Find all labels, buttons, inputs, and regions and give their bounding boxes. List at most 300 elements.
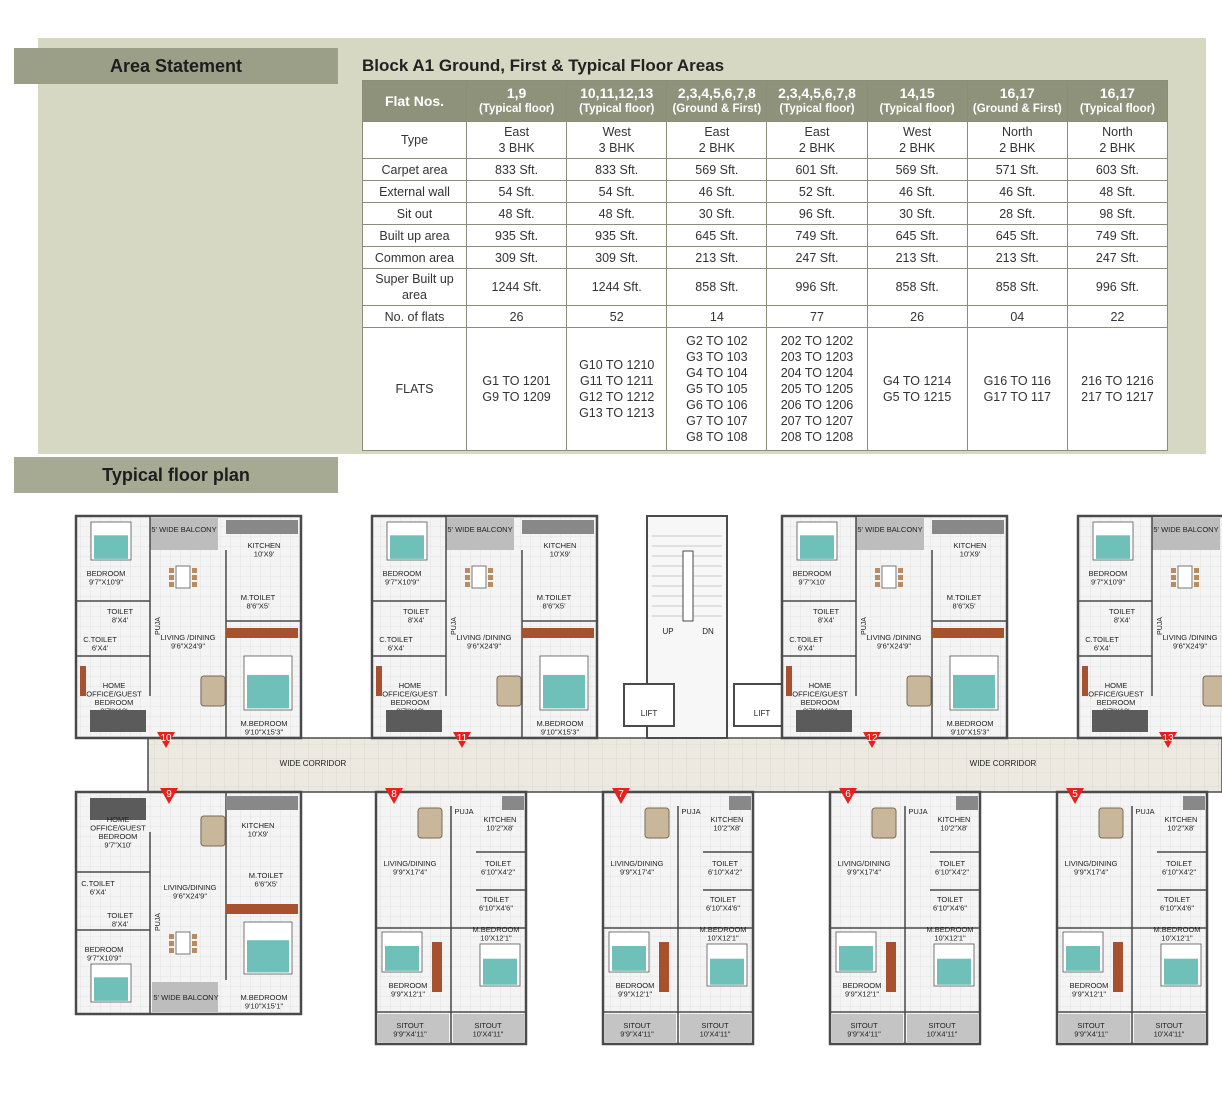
toilet-label: TOILET 6'10"X4'6" <box>705 895 741 913</box>
toilet-label: TOILET 6'10"X4'2" <box>480 859 516 877</box>
lift-label: LIFT <box>640 709 658 718</box>
table-cell: East 3 BHK <box>467 122 567 159</box>
chair-icon <box>898 568 903 573</box>
stair-dn-label: DN <box>702 627 714 636</box>
bedroom-label: BEDROOM 9'7"X10'9" <box>86 569 126 587</box>
kitchen-counter <box>522 520 594 534</box>
bedroom-label: BEDROOM 9'7"X10' <box>792 569 832 587</box>
chair-icon <box>1171 582 1176 587</box>
row-label: FLATS <box>363 328 467 451</box>
chair-icon <box>192 568 197 573</box>
header-floor-type: (Ground & First) <box>972 103 1062 115</box>
toilet-label: TOILET 8'X4' <box>812 607 840 625</box>
c-toilet-label: C.TOILET 6'X4' <box>81 879 115 897</box>
bed-cover <box>94 535 128 559</box>
m-bedroom-label: M.BEDROOM 10'X12'1" <box>472 925 520 943</box>
sofa-icon <box>497 676 521 706</box>
table-cell: 858 Sft. <box>967 269 1067 306</box>
table-cell: 202 TO 1202 203 TO 1203 204 TO 1204 205 TO 1205 206 TO 1206 207 TO 1207 208 TO 1208 <box>767 328 867 451</box>
stair-rail <box>683 551 693 621</box>
table-cell: North 2 BHK <box>1067 122 1167 159</box>
c-toilet-label: C.TOILET 6'X4' <box>83 635 117 653</box>
header-col-2 <box>567 81 667 122</box>
block-title: Block A1 Ground, First & Typical Floor Areas <box>362 56 725 75</box>
chair-icon <box>1171 575 1176 580</box>
sitout-label: SITOUT 10'X4'11" <box>699 1021 731 1039</box>
table-cell: 54 Sft. <box>567 181 667 203</box>
table-cell: 26 <box>467 306 567 328</box>
table-cell: 247 Sft. <box>767 247 867 269</box>
sofa-icon <box>872 808 896 838</box>
table-cell: 30 Sft. <box>667 203 767 225</box>
dining-table-icon <box>1178 566 1192 588</box>
living-dining-label: LIVING /DINING 9'6"X24'9" <box>866 633 922 651</box>
flat-number: 6 <box>845 789 851 800</box>
chair-icon <box>488 575 493 580</box>
header-col-6 <box>967 81 1067 122</box>
living-dining-label: LIVING/DINING 9'9"X17'4" <box>1064 859 1118 877</box>
lift-left <box>624 684 674 726</box>
kitchen-counter <box>956 796 978 810</box>
c-toilet-label: C.TOILET 6'X4' <box>1085 635 1119 653</box>
table-row <box>363 122 1168 159</box>
sitout-label: SITOUT 9'9"X4'11" <box>1074 1021 1108 1039</box>
table-cell: 213 Sft. <box>867 247 967 269</box>
sofa-bed-icon <box>90 710 146 732</box>
flat-number: 13 <box>1162 733 1174 744</box>
puja-label: PUJA <box>451 617 458 635</box>
row-label: Sit out <box>363 203 467 225</box>
wardrobe-icon <box>376 666 382 696</box>
table-row <box>363 306 1168 328</box>
chair-icon <box>898 582 903 587</box>
table-cell: 14 <box>667 306 767 328</box>
header-floor-type: (Typical floor) <box>1079 103 1156 115</box>
kitchen-label: KITCHEN 10'X9' <box>247 541 281 559</box>
kitchen-label: KITCHEN 10'2"X8' <box>937 815 971 833</box>
balcony <box>446 518 514 550</box>
header-flat-nos: Flat Nos. <box>363 81 467 122</box>
chair-icon <box>169 934 174 939</box>
flat-unit-6 <box>830 792 980 1044</box>
table-row <box>363 181 1168 203</box>
wardrobe-icon <box>1082 666 1088 696</box>
bed-cover <box>385 946 419 971</box>
balcony <box>150 518 218 550</box>
header-floor-type: (Ground & First) <box>672 103 762 115</box>
puja-label: PUJA <box>155 913 162 931</box>
table-cell: 213 Sft. <box>967 247 1067 269</box>
chair-icon <box>898 575 903 580</box>
table-cell: 858 Sft. <box>667 269 767 306</box>
kitchen-label: KITCHEN 10'X9' <box>543 541 577 559</box>
header-flat-numbers: 16,17 <box>1099 85 1135 101</box>
row-label: Super Built up area <box>363 269 467 306</box>
sitout-label: SITOUT 9'9"X4'11" <box>847 1021 881 1039</box>
bed-cover <box>1164 959 1198 985</box>
table-cell: 46 Sft. <box>667 181 767 203</box>
table-cell: G1 TO 1201 G9 TO 1209 <box>467 328 567 451</box>
chair-icon <box>169 941 174 946</box>
flat-unit-9 <box>76 792 301 1014</box>
wardrobe-icon <box>226 904 298 914</box>
table-cell: 247 Sft. <box>1067 247 1167 269</box>
bed-cover <box>710 959 744 985</box>
kitchen-label: KITCHEN 10'X9' <box>953 541 987 559</box>
chair-icon <box>1194 582 1199 587</box>
sofa-bed-icon <box>1092 710 1148 732</box>
sofa-icon <box>1203 676 1222 706</box>
row-label: Carpet area <box>363 159 467 181</box>
table-cell: 213 Sft. <box>667 247 767 269</box>
flat-number: 5 <box>1072 789 1078 800</box>
dining-table-icon <box>176 932 190 954</box>
typical-floor-plan <box>0 506 1222 1114</box>
table-cell: 48 Sft. <box>1067 181 1167 203</box>
dining-table-icon <box>176 566 190 588</box>
chair-icon <box>488 582 493 587</box>
table-cell: 216 TO 1216 217 TO 1217 <box>1067 328 1167 451</box>
table-row <box>363 269 1168 306</box>
chair-icon <box>192 582 197 587</box>
flat-number: 8 <box>391 789 397 800</box>
puja-label: PUJA <box>681 807 701 816</box>
table-cell: 46 Sft. <box>967 181 1067 203</box>
row-label: Type <box>363 122 467 159</box>
table-cell: West 3 BHK <box>567 122 667 159</box>
kitchen-label: KITCHEN 10'2"X8' <box>1164 815 1198 833</box>
kitchen-counter <box>1183 796 1205 810</box>
chair-icon <box>169 568 174 573</box>
toilet-label: TOILET 6'10"X4'2" <box>1161 859 1197 877</box>
header-flat-numbers: 16,17 <box>999 85 1035 101</box>
kitchen-counter <box>502 796 524 810</box>
flat-unit-5 <box>1057 792 1207 1044</box>
balcony-label: 5' WIDE BALCONY <box>857 525 923 534</box>
kitchen-counter <box>226 520 298 534</box>
toilet-label: TOILET 6'10"X4'6" <box>932 895 968 913</box>
corridor-label: WIDE CORRIDOR <box>969 759 1037 768</box>
table-cell: 569 Sft. <box>867 159 967 181</box>
sofa-bed-icon <box>796 710 852 732</box>
table-cell: East 2 BHK <box>667 122 767 159</box>
bed-cover <box>247 940 289 972</box>
table-cell: 935 Sft. <box>567 225 667 247</box>
table-cell: 858 Sft. <box>867 269 967 306</box>
sofa-icon <box>907 676 931 706</box>
table-cell: 569 Sft. <box>667 159 767 181</box>
table-cell: G4 TO 1214 G5 TO 1215 <box>867 328 967 451</box>
table-cell: 645 Sft. <box>967 225 1067 247</box>
header-col-3 <box>667 81 767 122</box>
header-col-5 <box>867 81 967 122</box>
bedroom-label: BEDROOM 9'9"X12'1" <box>615 981 655 999</box>
table-cell: North 2 BHK <box>967 122 1067 159</box>
m-toilet-label: M.TOILET 8'6"X5' <box>946 593 982 611</box>
header-flat-numbers: 2,3,4,5,6,7,8 <box>778 85 856 101</box>
table-cell: 833 Sft. <box>467 159 567 181</box>
kitchen-label: KITCHEN 10'2"X8' <box>710 815 744 833</box>
bed-cover <box>1066 946 1100 971</box>
chair-icon <box>169 582 174 587</box>
header-floor-type: (Typical floor) <box>779 103 855 115</box>
flat-number: 9 <box>166 789 172 800</box>
home-office-label: HOME OFFICE/GUEST BEDROOM <box>382 681 438 707</box>
toilet-label: TOILET 8'X4' <box>106 607 134 625</box>
sofa-icon <box>201 676 225 706</box>
table-cell: 46 Sft. <box>867 181 967 203</box>
table-cell: 996 Sft. <box>767 269 867 306</box>
sofa-icon <box>1099 808 1123 838</box>
bedroom-label: BEDROOM 9'9"X12'1" <box>388 981 428 999</box>
dining-table-icon <box>472 566 486 588</box>
table-cell: 996 Sft. <box>1067 269 1167 306</box>
header-floor-type: (Typical floor) <box>478 103 555 115</box>
living-dining-label: LIVING /DINING 9'6"X24'9" <box>1162 633 1218 651</box>
toilet-label: TOILET 6'10"X4'6" <box>1159 895 1195 913</box>
wardrobe-icon <box>80 666 86 696</box>
stair-up-label: UP <box>662 627 674 636</box>
flat-unit-11 <box>372 516 597 738</box>
table-cell: 935 Sft. <box>467 225 567 247</box>
typical-floor-plan-heading: Typical floor plan <box>14 457 338 493</box>
row-label: Built up area <box>363 225 467 247</box>
toilet-label: TOILET 6'10"X4'2" <box>707 859 743 877</box>
bed-cover <box>953 675 995 708</box>
puja-label: PUJA <box>155 617 162 635</box>
table-cell: 1244 Sft. <box>467 269 567 306</box>
chair-icon <box>875 568 880 573</box>
m-bedroom-label: M.BEDROOM 9'10"X15'3" <box>536 719 584 737</box>
header-flat-numbers: 2,3,4,5,6,7,8 <box>677 85 756 101</box>
bedroom-label: BEDROOM 9'7"X10'9" <box>382 569 422 587</box>
area-table <box>362 80 1168 451</box>
living-dining-label: LIVING/DINING 9'6"X24'9" <box>163 883 217 901</box>
table-row <box>363 247 1168 269</box>
row-label: Common area <box>363 247 467 269</box>
bed-cover <box>94 977 128 1001</box>
toilet-label: TOILET 8'X4' <box>106 911 134 929</box>
table-cell: 28 Sft. <box>967 203 1067 225</box>
m-bedroom-label: M.BEDROOM 10'X12'1" <box>926 925 974 943</box>
table-body <box>363 122 1168 451</box>
header-col-7 <box>1067 81 1167 122</box>
row-label: No. of flats <box>363 306 467 328</box>
sitout-label: SITOUT 10'X4'11" <box>1153 1021 1185 1039</box>
table-cell: 749 Sft. <box>1067 225 1167 247</box>
header-col-4 <box>767 81 867 122</box>
area-statement-heading: Area Statement <box>14 48 338 84</box>
puja-label: PUJA <box>908 807 928 816</box>
corridor-label: WIDE CORRIDOR <box>279 759 347 768</box>
sitout-label: SITOUT 9'9"X4'11" <box>393 1021 427 1039</box>
table-row <box>363 328 1168 451</box>
header-flat-numbers: 1,9 <box>506 85 527 101</box>
bed-cover <box>390 535 424 559</box>
table-cell: 98 Sft. <box>1067 203 1167 225</box>
toilet-label: TOILET 8'X4' <box>1108 607 1136 625</box>
chair-icon <box>465 582 470 587</box>
living-dining-label: LIVING/DINING 9'9"X17'4" <box>383 859 437 877</box>
chair-icon <box>192 941 197 946</box>
toilet-label: TOILET 6'10"X4'6" <box>478 895 514 913</box>
m-toilet-label: M.TOILET 8'6"X5' <box>536 593 572 611</box>
c-toilet-label: C.TOILET 6'X4' <box>379 635 413 653</box>
sofa-icon <box>418 808 442 838</box>
toilet-label: TOILET 6'10"X4'2" <box>934 859 970 877</box>
m-bedroom-label: M.BEDROOM 9'10"X15'3" <box>946 719 994 737</box>
flat-unit-7 <box>603 792 753 1044</box>
chair-icon <box>465 575 470 580</box>
living-dining-label: LIVING /DINING 9'6"X24'9" <box>160 633 216 651</box>
bedroom-label: BEDROOM 9'7"X10'9" <box>84 945 124 963</box>
bed-cover <box>1096 535 1130 559</box>
table-header-row <box>363 81 1168 122</box>
wardrobe-icon <box>659 942 669 992</box>
header-flat-numbers: 14,15 <box>899 85 935 101</box>
flat-unit-13 <box>1078 516 1222 738</box>
table-cell: G10 TO 1210 G11 TO 1211 G12 TO 1212 G13 TO 1213 <box>567 328 667 451</box>
balcony <box>1152 518 1220 550</box>
table-row <box>363 159 1168 181</box>
table-cell: 309 Sft. <box>567 247 667 269</box>
dining-table-icon <box>882 566 896 588</box>
sofa-icon <box>201 816 225 846</box>
m-toilet-label: M.TOILET 6'6"X5' <box>248 871 284 889</box>
wardrobe-icon <box>522 628 594 638</box>
table-row <box>363 225 1168 247</box>
table-cell: 601 Sft. <box>767 159 867 181</box>
table-cell: West 2 BHK <box>867 122 967 159</box>
table-cell: 749 Sft. <box>767 225 867 247</box>
m-toilet-label: M.TOILET 8'6"X5' <box>240 593 276 611</box>
flat-unit-8 <box>376 792 526 1044</box>
table-cell: 645 Sft. <box>867 225 967 247</box>
header-floor-type: (Typical floor) <box>879 103 955 115</box>
puja-label: PUJA <box>1135 807 1155 816</box>
header-flat-numbers: 10,11,12,13 <box>580 85 654 101</box>
chair-icon <box>875 582 880 587</box>
kitchen-label: KITCHEN 10'2"X8' <box>483 815 517 833</box>
lift-right <box>734 684 784 726</box>
sitout-label: SITOUT 10'X4'11" <box>472 1021 504 1039</box>
flat-number: 12 <box>866 733 878 744</box>
table-cell: 833 Sft. <box>567 159 667 181</box>
sofa-bed-icon <box>386 710 442 732</box>
bed-cover <box>839 946 873 971</box>
balcony-label: 5' WIDE BALCONY <box>1153 525 1219 534</box>
home-office-label: HOME OFFICE/GUEST BEDROOM <box>86 681 142 707</box>
chair-icon <box>192 934 197 939</box>
table-cell: 52 Sft. <box>767 181 867 203</box>
balcony-label: 5' WIDE BALCONY <box>153 993 219 1002</box>
table-cell: G2 TO 102 G3 TO 103 G4 TO 104 G5 TO 105 G6 TO 106 G7 TO 107 G8 TO 108 <box>667 328 767 451</box>
home-office-label: HOME OFFICE/GUEST BEDROOM <box>792 681 848 707</box>
bedroom-label: BEDROOM 9'9"X12'1" <box>1069 981 1109 999</box>
chair-icon <box>1194 568 1199 573</box>
table-cell: G16 TO 116 G17 TO 117 <box>967 328 1067 451</box>
flat-number: 11 <box>456 733 468 744</box>
wardrobe-icon <box>1113 942 1123 992</box>
bed-cover <box>543 675 585 708</box>
bedroom-label: BEDROOM 9'7"X10'9" <box>1088 569 1128 587</box>
table-cell: 1244 Sft. <box>567 269 667 306</box>
puja-label: PUJA <box>454 807 474 816</box>
table-cell: 645 Sft. <box>667 225 767 247</box>
balcony <box>856 518 924 550</box>
table-cell: 26 <box>867 306 967 328</box>
table-cell: 571 Sft. <box>967 159 1067 181</box>
m-bedroom-label: M.BEDROOM 9'10"X15'3" <box>240 719 288 737</box>
m-bedroom-label: M.BEDROOM 9'10"X15'1" <box>240 993 288 1011</box>
header-floor-type: (Typical floor) <box>579 103 655 115</box>
table-cell: 96 Sft. <box>767 203 867 225</box>
puja-label: PUJA <box>1157 617 1164 635</box>
chair-icon <box>875 575 880 580</box>
sitout-label: SITOUT 10'X4'11" <box>926 1021 958 1039</box>
table-cell: 52 <box>567 306 667 328</box>
chair-icon <box>488 568 493 573</box>
table-cell: East 2 BHK <box>767 122 867 159</box>
table-cell: 30 Sft. <box>867 203 967 225</box>
kitchen-counter <box>932 520 1004 534</box>
flat-number: 7 <box>618 789 624 800</box>
wardrobe-icon <box>786 666 792 696</box>
chair-icon <box>192 948 197 953</box>
table-cell: 54 Sft. <box>467 181 567 203</box>
sitout-label: SITOUT 9'9"X4'11" <box>620 1021 654 1039</box>
table-row <box>363 203 1168 225</box>
home-office-label: HOME OFFICE/GUEST BEDROOM <box>1088 681 1144 707</box>
chair-icon <box>1171 568 1176 573</box>
bedroom-label: BEDROOM 9'9"X12'1" <box>842 981 882 999</box>
lift-label: LIFT <box>753 709 771 718</box>
bed-cover <box>937 959 971 985</box>
table-cell: 48 Sft. <box>467 203 567 225</box>
row-label: External wall <box>363 181 467 203</box>
sofa-icon <box>645 808 669 838</box>
wardrobe-icon <box>226 628 298 638</box>
kitchen-counter <box>226 796 298 810</box>
m-bedroom-label: M.BEDROOM 10'X12'1" <box>699 925 747 943</box>
bed-cover <box>483 959 517 985</box>
puja-label: PUJA <box>861 617 868 635</box>
kitchen-label: KITCHEN 10'X9' <box>241 821 275 839</box>
living-dining-label: LIVING /DINING 9'6"X24'9" <box>456 633 512 651</box>
c-toilet-label: C.TOILET 6'X4' <box>789 635 823 653</box>
chair-icon <box>465 568 470 573</box>
m-bedroom-label: M.BEDROOM 10'X12'1" <box>1153 925 1201 943</box>
balcony-label: 5' WIDE BALCONY <box>447 525 513 534</box>
toilet-label: TOILET 8'X4' <box>402 607 430 625</box>
table-cell: 309 Sft. <box>467 247 567 269</box>
bed-cover <box>247 675 289 708</box>
table-cell: 603 Sft. <box>1067 159 1167 181</box>
bed-cover <box>612 946 646 971</box>
flat-number: 10 <box>160 733 172 744</box>
wardrobe-icon <box>432 942 442 992</box>
living-dining-label: LIVING/DINING 9'9"X17'4" <box>837 859 891 877</box>
table-cell: 04 <box>967 306 1067 328</box>
kitchen-counter <box>729 796 751 810</box>
wardrobe-icon <box>886 942 896 992</box>
chair-icon <box>169 948 174 953</box>
balcony-label: 5' WIDE BALCONY <box>151 525 217 534</box>
table-cell: 48 Sft. <box>567 203 667 225</box>
chair-icon <box>169 575 174 580</box>
table-cell: 22 <box>1067 306 1167 328</box>
flat-unit-10 <box>76 516 301 738</box>
